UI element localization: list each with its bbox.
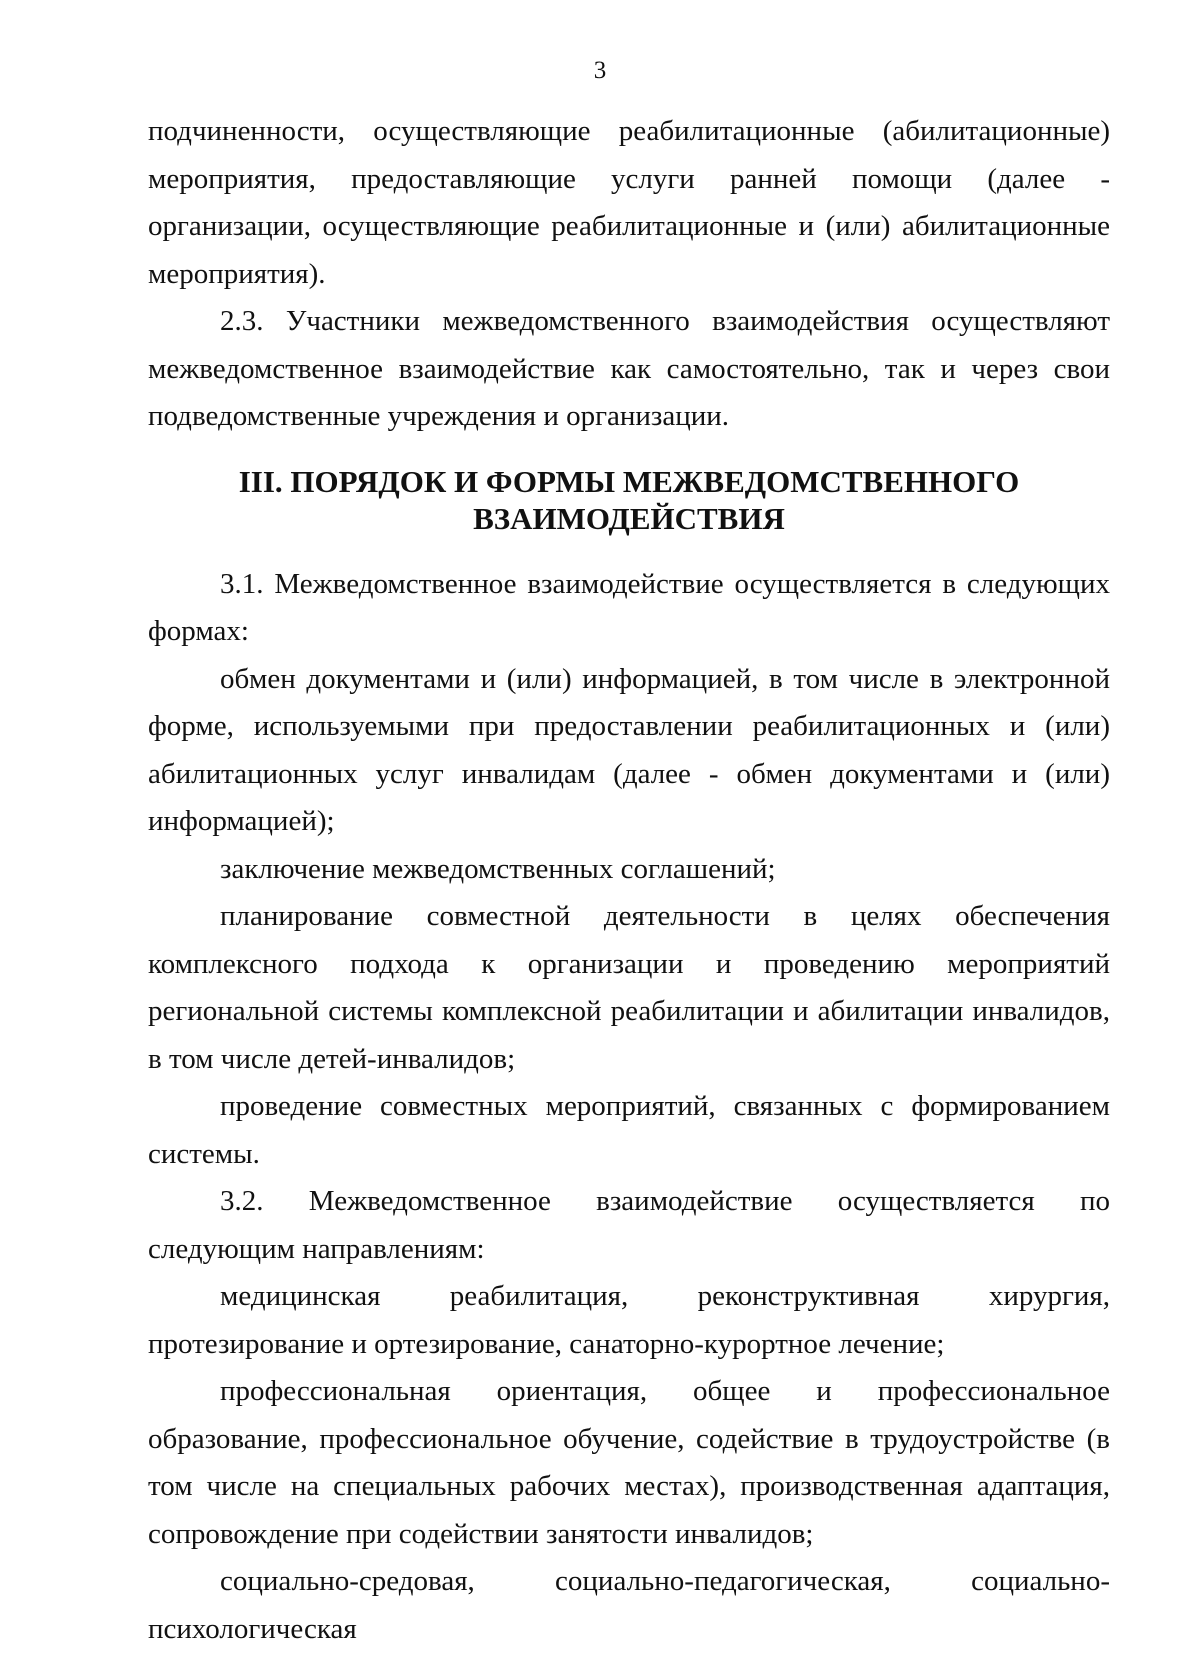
paragraph-2-3: 2.3. Участники межведомственного взаимодействия осуществляют межведомственное взаимодействие как самостоятельно, так и через свои подведомственные учреждения и организации. [148,305,1110,432]
paragraph-3-1: 3.1. Межведомственное взаимодействие осуществляется в следующих формах: [148,567,1110,647]
list-item-joint-events: проведение совместных мероприятий, связанных с формированием системы. [148,1090,1110,1170]
list-item-professional-orientation: профессиональная ориентация, общее и профессиональное образование, профессиональное обучение, содействие в трудоустройстве (в том числе на специальных рабочих местах), производственная адаптация, сопровождение при содействии занятости инвалидов; [148,1375,1110,1550]
list-item-exchange-documents: обмен документами и (или) информацией, в том числе в электронной форме, используемыми при предоставлении реабилитационных и (или) абилитационных услуг инвалидам (далее - обмен документами и (или) информацией); [148,662,1110,837]
list-item-agreements: заключение межведомственных соглашений; [220,852,776,885]
section-heading-line-2: ВЗАИМОДЕЙСТВИЯ [473,500,785,536]
list-item-medical-rehabilitation: медицинская реабилитация, реконструктивная хирургия, протезирование и ортезирование, санаторно-курортное лечение; [148,1280,1110,1360]
paragraph-continuation: подчиненности, осуществляющие реабилитационные (абилитационные) мероприятия, предоставляющие услуги ранней помощи (далее - организации, осуществляющие реабилитационные и (или) абилитационные мероприятия). [148,115,1110,290]
document-body [148,108,1110,1653]
list-item-planning: планирование совместной деятельности в целях обеспечения комплексного подхода к организации и проведению мероприятий региональной системы комплексной реабилитации и абилитации инвалидов, в том числе детей-инвалидов; [148,900,1110,1075]
section-heading-line-1: III. ПОРЯДОК И ФОРМЫ МЕЖВЕДОМСТВЕННОГО [238,463,1020,499]
section-heading [148,463,1110,537]
paragraph-3-2: 3.2. Межведомственное взаимодействие осуществляется по следующим направлениям: [148,1185,1110,1265]
page-number: 3 [593,57,607,84]
list-item-social-rehabilitation: социально-средовая, социально-педагогическая, социально-психологическая [148,1565,1110,1645]
